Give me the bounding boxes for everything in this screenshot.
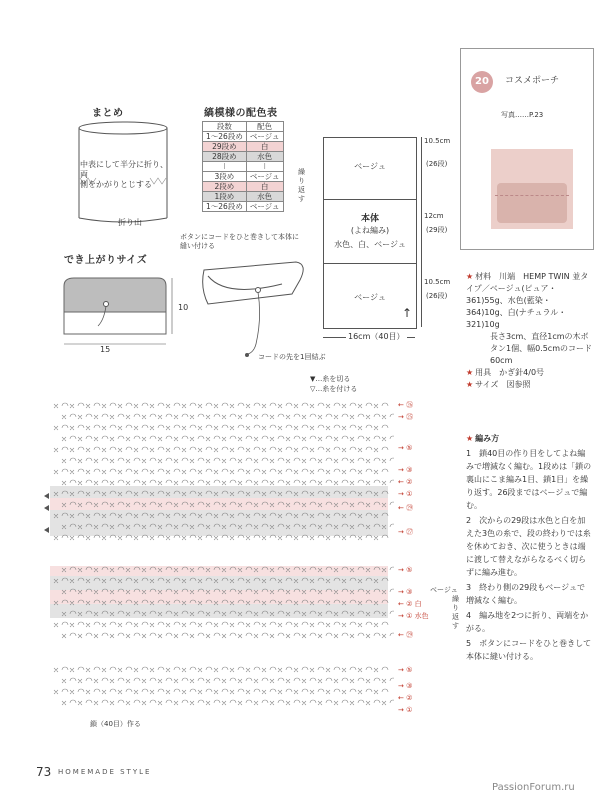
star-icon: ★ [466, 434, 474, 443]
top-height: 10.5cm [424, 137, 451, 145]
table-row: 1〜26段め ベージュ [203, 132, 284, 142]
table-row: 29段め 白 [203, 142, 284, 152]
row-label: ← ② 白 [398, 600, 422, 608]
row-label: → ① [398, 490, 413, 498]
legend-attach: ▽…糸を付ける [310, 385, 358, 393]
material-tool: ★ 用具 かぎ針4/0号 [466, 368, 545, 377]
pattern-beige-label: ベージュ [430, 586, 458, 594]
row-label: ← ② [398, 694, 413, 702]
row-label: → ① 水色 [398, 612, 429, 620]
star-icon: ★ [466, 272, 474, 281]
fold-label: 折り山 [118, 218, 142, 227]
product-photo [491, 149, 573, 229]
mid-rows: (29段) [426, 226, 448, 234]
direction-arrow-icon: ↑ [402, 306, 413, 320]
instruction-step: 2 次からの29段は水色と白を加えた3色の糸で、段の終わりでは糸を休めておき、次に使うときは端に渡して替えながらなるべく切らずに編み進む。 [466, 516, 591, 577]
row-label: ← ㉖ [398, 401, 414, 409]
body-height-axis [421, 137, 422, 327]
table-row: ⁝ ⁝ [203, 162, 284, 172]
table-row: 1〜26段め ベージュ [203, 202, 284, 212]
instruction-step: 3 終わり側の29段もベージュで増減なく編む。 [466, 583, 585, 605]
page-number: 73 [36, 765, 52, 779]
summary-note: 中表にして半分に折り、両 側をかがりとじする [80, 160, 168, 189]
project-title: コスメポーチ [505, 76, 560, 86]
mid-height: 12cm [424, 212, 444, 220]
material-size: ★ サイズ 図参照 [466, 380, 531, 389]
row-label: → ⑤ [398, 444, 413, 452]
stitch-chart [44, 398, 394, 718]
row-label: → ③ [398, 588, 413, 596]
photo-card [460, 48, 594, 250]
row-label: → ③ [398, 682, 413, 690]
row-label: → ㉕ [398, 413, 414, 421]
button-diagram [196, 258, 316, 368]
instructions-heading: ★ 編み方 [466, 434, 500, 443]
star-icon: ★ [466, 368, 474, 377]
row-label: ← ㉙ [398, 504, 414, 512]
color-table [202, 121, 284, 212]
pattern-repeat-label: 繰り返す [452, 595, 459, 630]
row-label: → ③ [398, 466, 413, 474]
table-repeat-label: 繰り返す [298, 168, 305, 203]
photo-ref: 写真……P.23 [501, 111, 544, 119]
finished-width: 15 [100, 345, 111, 354]
material-button: 長さ3cm、直径1cmの木ボタン1個、幅0.5cmのコード60cm [490, 332, 593, 365]
cord-end-note: コードの先を1回結ぶ [258, 353, 326, 361]
row-label: ← ㉙ [398, 631, 414, 639]
legend-cut: ▼…糸を切る [310, 375, 351, 383]
row-label: → ① [398, 706, 413, 714]
bottom-height: 10.5cm [424, 278, 451, 286]
table-row: 28段め 水色 [203, 152, 284, 162]
body-diagram [323, 137, 417, 329]
body-main-label: 本体 [360, 214, 379, 224]
row-label: → ㉗ [398, 528, 414, 536]
instruction-step: 4 編み地を2つに折り、両端をかがる。 [466, 611, 589, 633]
body-width: 16cm（40目） [348, 332, 405, 341]
button-note: ボタンにコードをひと巻きして本体に 縫い付ける [180, 233, 299, 250]
body-top-label: ベージュ [354, 162, 386, 171]
instruction-step: 5 ボタンにコードをひと巻きして本体に縫い付ける。 [466, 639, 592, 661]
body-stitch-label: (よね編み) [350, 226, 390, 235]
body-colors-label: 水色、白、ベージュ [334, 240, 406, 249]
body-bottom-label: ベージュ [354, 293, 386, 302]
materials-list [466, 271, 592, 391]
table-row: 2段め 白 [203, 182, 284, 192]
finished-height: 10 [178, 303, 189, 312]
instruction-step: 1 鎖40目の作り目をしてよね編みで増減なく編む。1段めは「鎖の裏山にこま編み1目、鎖1目」を繰り返す。26段まではベージュで編む。 [466, 449, 592, 510]
table-row: 3段め ベージュ [203, 172, 284, 182]
star-icon: ★ [466, 380, 474, 389]
stitch-pattern [44, 398, 394, 718]
row-label: ← ② [398, 478, 413, 486]
finished-heading: でき上がりサイズ [64, 255, 148, 266]
site-watermark: PassionForum.ru [492, 782, 575, 793]
material-yarn: ★ 材料 川端 HEMP TWIN 並タイプ／ベージュ(ピュア・361)55g、水色(藍染・364)10g、白(ナチュラル・321)10g [466, 272, 589, 329]
color-table-title: 縞模様の配色表 [204, 108, 278, 119]
row-label: → ⑤ [398, 666, 413, 674]
magazine-name: HOMEMADE STYLE [58, 768, 152, 776]
instructions [466, 433, 592, 663]
color-table-header: 段数 配色 [203, 122, 284, 132]
summary-heading: まとめ [92, 108, 124, 119]
project-number-badge: 20 [471, 71, 493, 93]
chain-start-label: 鎖（40目）作る [90, 720, 141, 728]
table-row: 1段め 水色 [203, 192, 284, 202]
finished-diagram [58, 270, 178, 350]
top-rows: (26段) [426, 160, 448, 168]
row-label: → ⑤ [398, 566, 413, 574]
bottom-rows: (26段) [426, 292, 448, 300]
